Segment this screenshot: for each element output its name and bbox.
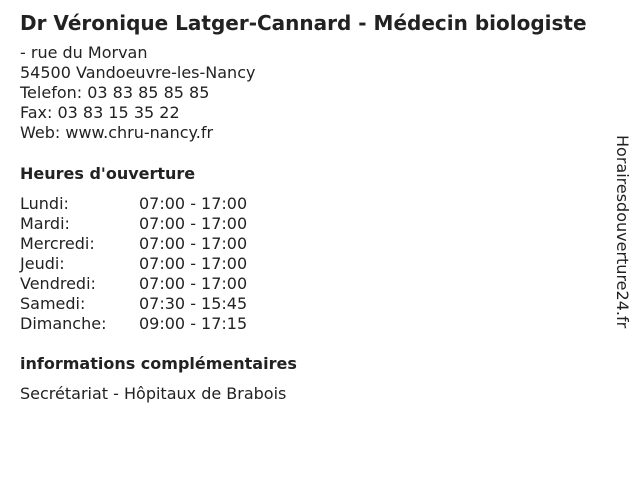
page-title: Dr Véronique Latger-Cannard - Médecin biologiste [20,11,587,35]
hours-row-mardi [20,214,247,234]
address-block [20,43,255,143]
hours-time: 09:00 - 17:15 [139,314,248,333]
hours-time: 07:00 - 17:00 [139,194,248,213]
hours-day: Mardi: [20,214,70,233]
hours-row-jeudi [20,254,247,274]
hours-time: 07:30 - 15:45 [139,294,248,313]
hours-time: 07:00 - 17:00 [139,234,248,253]
hours-time: 07:00 - 17:00 [139,274,248,293]
info-text: Secrétariat - Hôpitaux de Brabois [20,384,287,403]
info-heading: informations complémentaires [20,354,297,373]
hours-row-samedi [20,294,247,314]
hours-heading: Heures d'ouverture [20,164,196,183]
hours-row-dimanche [20,314,247,334]
phone-number: Telefon: 03 83 85 85 85 [20,83,210,102]
website: Web: www.chru-nancy.fr [20,123,214,142]
hours-day: Vendredi: [20,274,96,293]
hours-day: Lundi: [20,194,69,213]
watermark-text: Horairesdouverture24.fr [613,135,632,329]
hours-time: 07:00 - 17:00 [139,214,248,233]
hours-time: 07:00 - 17:00 [139,254,248,273]
hours-day: Mercredi: [20,234,95,253]
city-address: 54500 Vandoeuvre-les-Nancy [20,63,256,82]
hours-day: Samedi: [20,294,86,313]
fax-number: Fax: 03 83 15 35 22 [20,103,180,122]
hours-row-lundi [20,194,247,214]
hours-row-vendredi [20,274,247,294]
hours-row-mercredi [20,234,247,254]
hours-table [20,194,247,334]
hours-day: Dimanche: [20,314,107,333]
hours-day: Jeudi: [20,254,65,273]
street-address: - rue du Morvan [20,43,148,62]
